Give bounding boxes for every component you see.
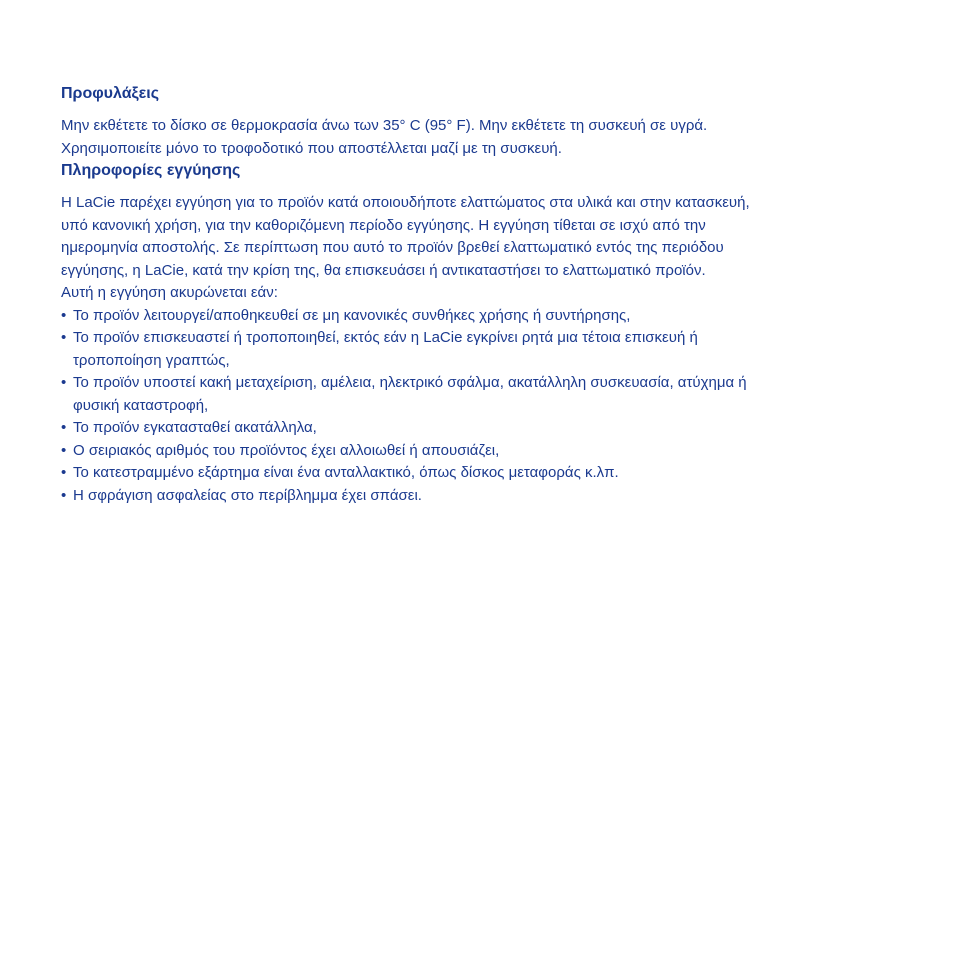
list-item — [61, 305, 871, 328]
warranty-section — [61, 160, 871, 507]
precautions-line-1: Μην εκθέτετε το δίσκο σε θερμοκρασία άνω των 35° C (95° F). Μην εκθέτετε τη συσκευή σε υγρά. — [61, 117, 708, 134]
bullet-icon: • — [61, 374, 67, 391]
list-item-line: Το προϊόν λειτουργεί/αποθηκευθεί σε μη κανονικές συνθήκες χρήσης ή συντήρησης, — [73, 306, 631, 324]
list-item-line: Η σφράγιση ασφαλείας στο περίβλημμα έχει σπάσει. — [73, 486, 422, 504]
list-item-line: φυσική καταστροφή, — [73, 396, 209, 414]
precautions-heading: Προφυλάξεις — [61, 85, 160, 102]
list-item — [61, 327, 871, 372]
list-item-line: Το προϊόν επισκευαστεί ή τροποποιηθεί, εκτός εάν η LaCie εγκρίνει ρητά μια τέτοια επισκευή ή — [73, 329, 698, 346]
warranty-line-3: ημερομηνία αποστολής. Σε περίπτωση που αυτό το προϊόν βρεθεί ελαττωματικό εντός της περιόδου — [61, 239, 724, 256]
list-item — [61, 462, 871, 485]
warranty-line-5: Αυτή η εγγύηση ακυρώνεται εάν: — [61, 284, 278, 301]
document-page — [61, 83, 871, 507]
list-item-line: Το προϊόν εγκατασταθεί ακατάλληλα, — [73, 419, 317, 436]
bullet-icon: • — [61, 419, 67, 436]
list-item-line: Ο σειριακός αριθμός του προϊόντος έχει αλλοιωθεί ή απουσιάζει, — [73, 441, 500, 459]
list-item — [61, 440, 871, 463]
warranty-line-4: εγγύησης, η LaCie, κατά την κρίση της, θα επισκευάσει ή αντικαταστήσει το ελαττωματικό προϊόν. — [61, 261, 706, 279]
list-item — [61, 417, 871, 440]
bullet-icon: • — [61, 441, 67, 459]
list-item-line: τροποποίηση γραπτώς, — [73, 351, 230, 369]
warranty-heading: Πληροφορίες εγγύησης — [61, 162, 241, 179]
warranty-line-1: Η LaCie παρέχει εγγύηση για το προϊόν κατά οποιουδήποτε ελαττώματος στα υλικά και στην κατασκευή, — [61, 194, 750, 211]
bullet-icon: • — [61, 486, 67, 504]
list-item-line: Το προϊόν υποστεί κακή μεταχείριση, αμέλεια, ηλεκτρικό σφάλμα, ακατάλληλη συσκευασία, ατύχημα ή — [73, 374, 747, 391]
list-item — [61, 485, 871, 508]
void-conditions-list — [61, 305, 871, 508]
list-item — [61, 372, 871, 417]
bullet-icon: • — [61, 306, 67, 324]
precautions-line-2: Χρησιμοποιείτε μόνο το τροφοδοτικό που αποστέλλεται μαζί με τη συσκευή. — [61, 139, 562, 157]
bullet-icon: • — [61, 464, 67, 481]
precautions-section — [61, 83, 871, 160]
warranty-line-2: υπό κανονική χρήση, για την καθοριζόμενη περίοδο εγγύησης. Η εγγύηση τίθεται σε ισχύ από την — [61, 216, 706, 234]
bullet-icon: • — [61, 329, 67, 346]
list-item-line: Το κατεστραμμένο εξάρτημα είναι ένα ανταλλακτικό, όπως δίσκος μεταφοράς κ.λπ. — [73, 464, 619, 481]
